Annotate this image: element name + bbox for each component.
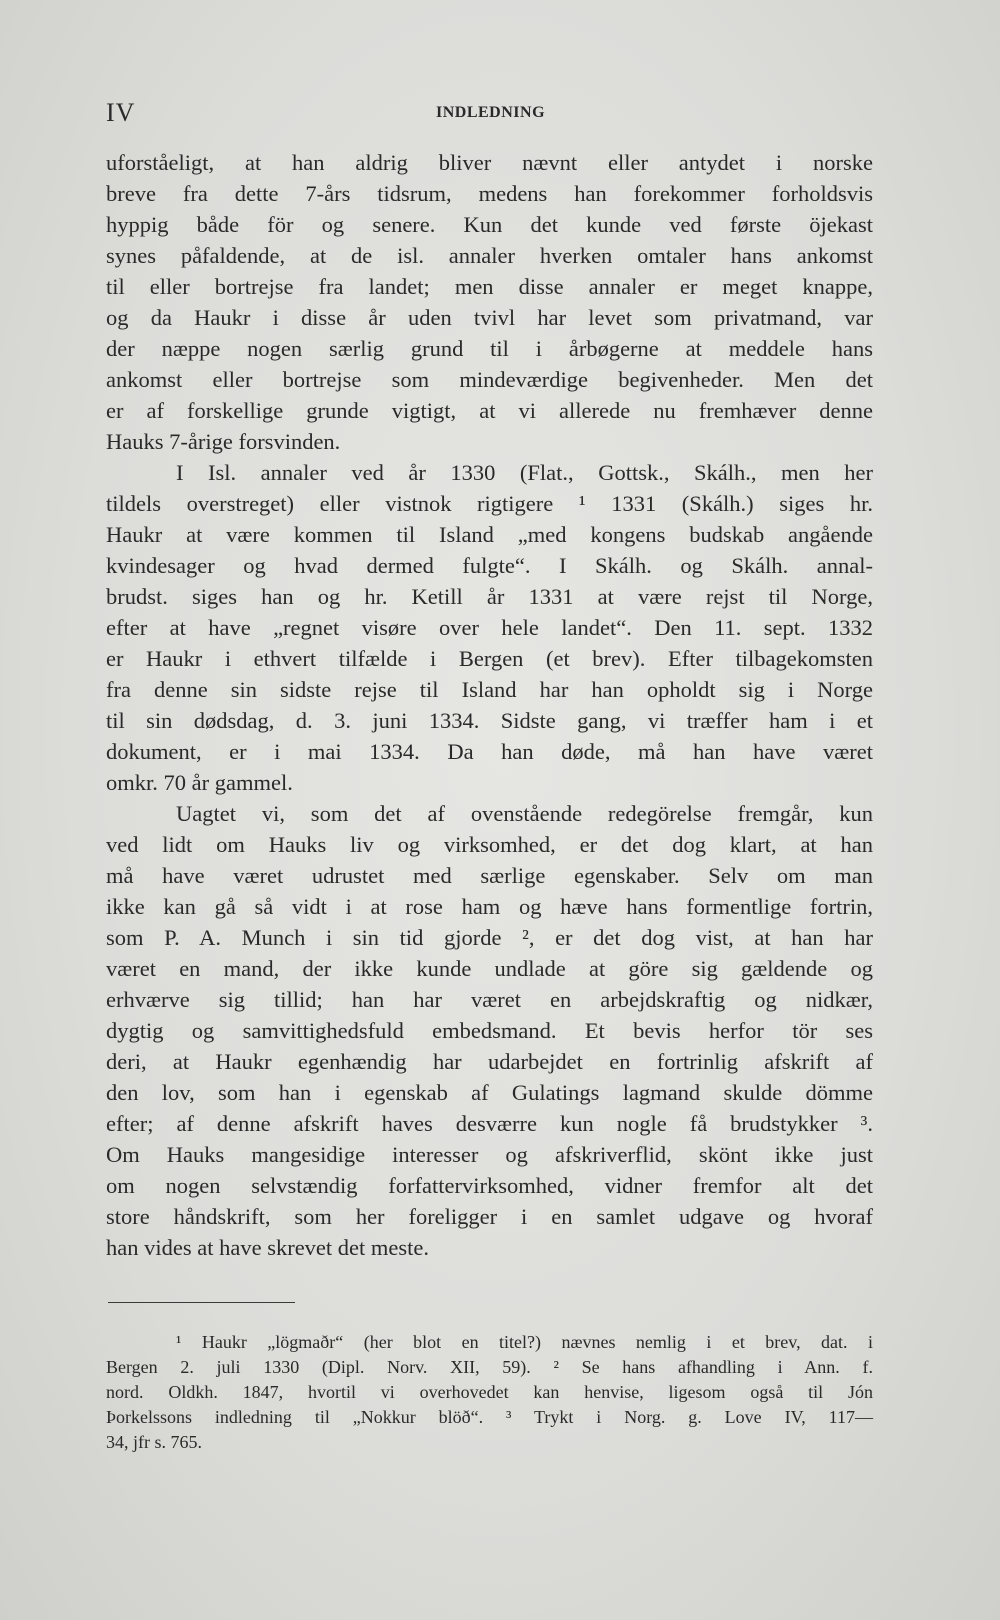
text-line: Hauks 7-årige forsvinden. <box>106 429 341 454</box>
body-text <box>106 147 873 1263</box>
footnote-line: 34, jfr s. 765. <box>106 1432 202 1452</box>
page-number: IV <box>106 98 136 127</box>
text-line: fra denne sin sidste rejse til Island har han opholdt sig i Norge <box>106 677 873 702</box>
text-line: dokument, er i mai 1334. Da han døde, må han have været <box>106 739 873 764</box>
text-line: store håndskrift, som her foreligger i en samlet udgave og hvoraf <box>106 1204 873 1229</box>
text-line: er af forskellige grunde vigtigt, at vi allerede nu fremhæver denne <box>106 398 873 423</box>
text-line: omkr. 70 år gammel. <box>106 770 293 795</box>
footnote-line: Bergen 2. juli 1330 (Dipl. Norv. XII, 59). ² Se hans afhandling i Ann. f. <box>106 1357 873 1377</box>
page-header <box>106 98 873 128</box>
text-line: og da Haukr i disse år uden tvivl har levet som privatmand, var <box>106 305 873 330</box>
text-line: Om Hauks mangesidige interesser og afskriverflid, skönt ikke just <box>106 1142 873 1167</box>
text-line: Haukr at være kommen til Island „med kongens budskab angående <box>106 522 873 547</box>
text-line: til sin dødsdag, d. 3. juni 1334. Sidste gang, vi træffer ham i et <box>106 708 873 733</box>
text-line: til eller bortrejse fra landet; men disse annaler er meget knappe, <box>106 274 873 299</box>
text-line: kvindesager og hvad dermed fulgte“. I Skálh. og Skálh. annal- <box>106 553 873 578</box>
text-line: breve fra dette 7-års tidsrum, medens han forekommer forholdsvis <box>106 181 873 206</box>
text-line: erhværve sig tillid; han har været en arbejdskraftig og nidkær, <box>106 987 873 1012</box>
text-line: efter; af denne afskrift haves desværre kun nogle få brudstykker ³. <box>106 1111 873 1136</box>
text-line: tildels overstreget) eller vistnok rigtigere ¹ 1331 (Skálh.) siges hr. <box>106 491 873 516</box>
text-line: om nogen selvstændig forfattervirksomhed, vidner fremfor alt det <box>106 1173 873 1198</box>
text-line: må have været udrustet med særlige egenskaber. Selv om man <box>106 863 873 888</box>
text-line: ikke kan gå så vidt i at rose ham og hæve hans formentlige fortrin, <box>106 894 873 919</box>
running-head: INDLEDNING <box>436 104 546 121</box>
footnotes <box>106 1330 873 1455</box>
footnote-line: nord. Oldkh. 1847, hvortil vi overhovedet kan henvise, ligesom også til Jón <box>106 1382 873 1402</box>
text-line: han vides at have skrevet det meste. <box>106 1235 430 1260</box>
text-line: ankomst eller bortrejse som mindeværdige begivenheder. Men det <box>106 367 873 392</box>
footnote-line: Þorkelssons indledning til „Nokkur blöð“. ³ Trykt i Norg. g. Love IV, 117— <box>106 1407 873 1427</box>
text-line: er Haukr i ethvert tilfælde i Bergen (et brev). Efter tilbagekomsten <box>106 646 873 671</box>
text-line: brudst. siges han og hr. Ketill år 1331 at være rejst til Norge, <box>106 584 873 609</box>
text-line: ved lidt om Hauks liv og virksomhed, er det dog klart, at han <box>106 832 873 857</box>
text-line: Uagtet vi, som det af ovenstående redegörelse fremgår, kun <box>176 801 873 826</box>
text-line: været en mand, der ikke kunde undlade at göre sig gældende og <box>106 956 873 981</box>
text-line: den lov, som han i egenskab af Gulatings lagmand skulde dömme <box>106 1080 873 1105</box>
text-line: efter at have „regnet visøre over hele landet“. Den 11. sept. 1332 <box>106 615 873 640</box>
text-line: hyppig både för og senere. Kun det kunde ved første öjekast <box>106 212 873 237</box>
text-line: synes påfaldende, at de isl. annaler hverken omtaler hans ankomst <box>106 243 873 268</box>
text-line: der næppe nogen særlig grund til i årbøgerne at meddele hans <box>106 336 873 361</box>
text-line: deri, at Haukr egenhændig har udarbejdet en fortrinlig afskrift af <box>106 1049 873 1074</box>
text-line: dygtig og samvittighedsfuld embedsmand. Et bevis herfor tör ses <box>106 1018 873 1043</box>
text-line: I Isl. annaler ved år 1330 (Flat., Gottsk., Skálh., men her <box>176 460 873 485</box>
footnote-divider <box>108 1302 295 1303</box>
footnote-line: ¹ Haukr „lögmaðr“ (her blot en titel?) nævnes nemlig i et brev, dat. i <box>176 1332 873 1352</box>
text-line: som P. A. Munch i sin tid gjorde ², er det dog vist, at han har <box>106 925 873 950</box>
text-line: uforståeligt, at han aldrig bliver nævnt eller antydet i norske <box>106 150 873 175</box>
